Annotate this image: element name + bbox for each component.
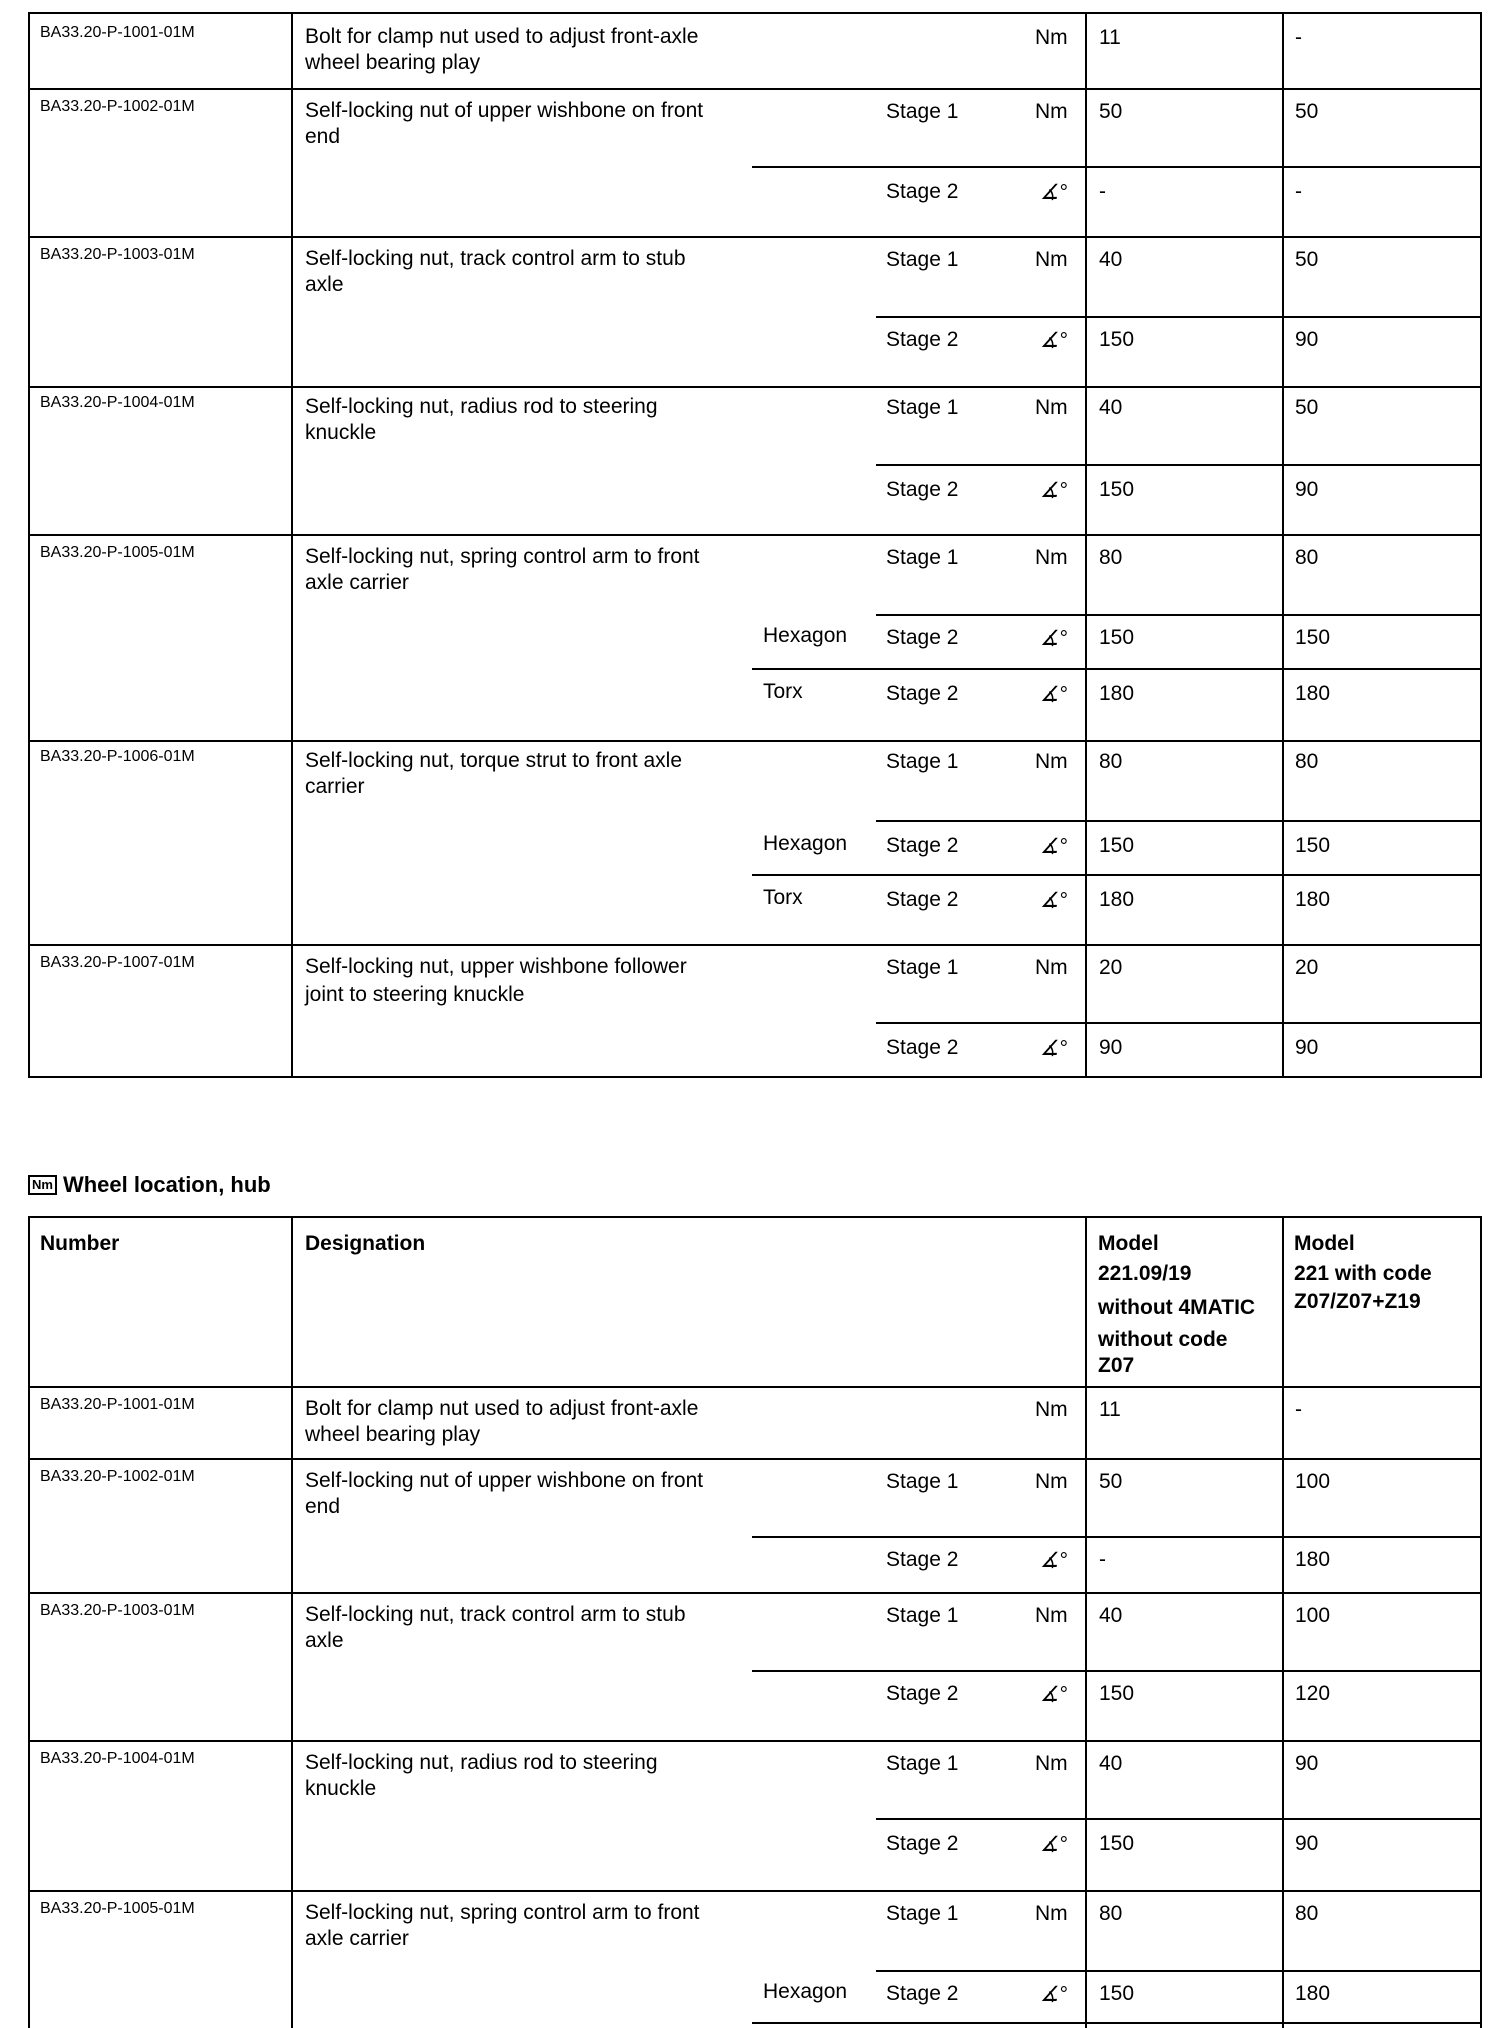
part-number: BA33.20-P-1002-01M	[40, 98, 195, 115]
stage-label: Stage 2	[886, 478, 959, 501]
value-model-2: 80	[1295, 1902, 1319, 1925]
designation-line-1: Self-locking nut, track control arm to stub	[305, 247, 686, 270]
value-model-2: 20	[1295, 956, 1319, 979]
unit-nm: Nm	[1035, 100, 1068, 123]
unit-nm: Nm	[1035, 956, 1068, 979]
value-model-2: 50	[1295, 248, 1319, 271]
angle-icon: ∡°	[1040, 1833, 1068, 1856]
unit-nm: Nm	[1035, 1902, 1068, 1925]
torque-table-2	[28, 1216, 1482, 2028]
part-number: BA33.20-P-1005-01M	[40, 544, 195, 561]
torque-nm-icon: Nm	[28, 1175, 57, 1195]
designation-line-2: knuckle	[305, 421, 377, 444]
variant-label: Hexagon	[763, 1980, 848, 2003]
part-number: BA33.20-P-1001-01M	[40, 1396, 195, 1413]
value-model-2: 80	[1295, 750, 1319, 773]
header-number: Number	[40, 1232, 120, 1255]
value-model-1: 150	[1099, 1982, 1135, 2005]
stage-label: Stage 2	[886, 1682, 959, 1705]
designation-line-1: Self-locking nut, track control arm to stub	[305, 1603, 686, 1626]
part-number: BA33.20-P-1004-01M	[40, 394, 195, 411]
part-number: BA33.20-P-1002-01M	[40, 1468, 195, 1485]
stage-label: Stage 2	[886, 328, 959, 351]
designation-line-2: knuckle	[305, 1777, 377, 1800]
stage-label: Stage 2	[886, 626, 959, 649]
angle-icon: ∡°	[1040, 683, 1068, 706]
unit-nm: Nm	[1035, 750, 1068, 773]
section-heading	[28, 1172, 271, 1198]
header-model-2-line-2: 221 with code	[1294, 1262, 1432, 1285]
stage-label: Stage 1	[886, 1752, 959, 1775]
value-model-2: -	[1295, 1398, 1302, 1421]
designation-line-2: end	[305, 1495, 341, 1518]
unit-nm: Nm	[1035, 1398, 1068, 1421]
value-model-2: 90	[1295, 478, 1319, 501]
value-model-1: 40	[1099, 396, 1123, 419]
value-model-1: 80	[1099, 1902, 1123, 1925]
designation-line-1: Self-locking nut, torque strut to front axle	[305, 749, 683, 772]
part-number: BA33.20-P-1001-01M	[40, 24, 195, 41]
angle-icon: ∡°	[1040, 329, 1068, 352]
part-number: BA33.20-P-1003-01M	[40, 246, 195, 263]
angle-icon: ∡°	[1040, 627, 1068, 650]
value-model-2: 150	[1295, 626, 1331, 649]
stage-label: Stage 1	[886, 750, 959, 773]
designation-line-1: Self-locking nut, radius rod to steering	[305, 1751, 658, 1774]
variant-label: Hexagon	[763, 832, 848, 855]
designation-line-1: Self-locking nut, radius rod to steering	[305, 395, 658, 418]
designation-line-2: joint to steering knuckle	[305, 983, 525, 1006]
value-model-1: 11	[1099, 1398, 1121, 1421]
part-number: BA33.20-P-1006-01M	[40, 748, 195, 765]
part-number: BA33.20-P-1003-01M	[40, 1602, 195, 1619]
angle-icon: ∡°	[1040, 1037, 1068, 1060]
angle-icon: ∡°	[1040, 835, 1068, 858]
value-model-2: 80	[1295, 546, 1319, 569]
value-model-1: 50	[1099, 100, 1123, 123]
designation-line-2: carrier	[305, 775, 365, 798]
stage-label: Stage 1	[886, 956, 959, 979]
value-model-1: 40	[1099, 248, 1123, 271]
stage-label: Stage 2	[886, 682, 959, 705]
unit-nm: Nm	[1035, 248, 1068, 271]
designation-line-1: Self-locking nut of upper wishbone on front	[305, 99, 704, 122]
angle-icon: ∡°	[1040, 1549, 1068, 1572]
value-model-1: -	[1099, 1548, 1106, 1571]
value-model-1: 50	[1099, 1470, 1123, 1493]
value-model-2: 100	[1295, 1604, 1331, 1627]
value-model-2: 120	[1295, 1682, 1331, 1705]
value-model-2: 180	[1295, 682, 1331, 705]
value-model-2: 50	[1295, 396, 1319, 419]
header-designation: Designation	[305, 1232, 426, 1255]
designation-line-1: Self-locking nut, spring control arm to front	[305, 545, 700, 568]
unit-nm: Nm	[1035, 1604, 1068, 1627]
value-model-1: 150	[1099, 626, 1135, 649]
angle-icon: ∡°	[1040, 479, 1068, 502]
designation-line-1: Bolt for clamp nut used to adjust front-axle	[305, 1397, 699, 1420]
value-model-2: 90	[1295, 1832, 1319, 1855]
value-model-1: 40	[1099, 1604, 1123, 1627]
header-model-2-line-1: Model	[1294, 1232, 1355, 1255]
stage-label: Stage 1	[886, 1470, 959, 1493]
value-model-1: 80	[1099, 750, 1123, 773]
designation-line-2: axle carrier	[305, 571, 409, 594]
unit-nm: Nm	[1035, 26, 1068, 49]
designation-line-1: Bolt for clamp nut used to adjust front-axle	[305, 25, 699, 48]
value-model-1: 80	[1099, 546, 1123, 569]
angle-icon: ∡°	[1040, 181, 1068, 204]
stage-label: Stage 2	[886, 1832, 959, 1855]
variant-label: Torx	[763, 680, 803, 703]
part-number: BA33.20-P-1007-01M	[40, 954, 195, 971]
header-model-1-line-5: Z07	[1098, 1354, 1135, 1377]
designation-line-1: Self-locking nut, spring control arm to front	[305, 1901, 700, 1924]
designation-line-2: axle	[305, 1629, 344, 1652]
value-model-1: 150	[1099, 1832, 1135, 1855]
variant-label: Torx	[763, 886, 803, 909]
value-model-1: 90	[1099, 1036, 1123, 1059]
value-model-2: 90	[1295, 1036, 1319, 1059]
stage-label: Stage 2	[886, 1548, 959, 1571]
value-model-1: 180	[1099, 888, 1135, 911]
stage-label: Stage 1	[886, 1604, 959, 1627]
stage-label: Stage 1	[886, 396, 959, 419]
value-model-2: 180	[1295, 1548, 1331, 1571]
stage-label: Stage 2	[886, 834, 959, 857]
angle-icon: ∡°	[1040, 1683, 1068, 1706]
value-model-1: 150	[1099, 1682, 1135, 1705]
stage-label: Stage 1	[886, 100, 959, 123]
stage-label: Stage 2	[886, 1982, 959, 2005]
variant-label: Hexagon	[763, 624, 848, 647]
designation-line-2: axle	[305, 273, 344, 296]
value-model-2: 50	[1295, 100, 1319, 123]
unit-nm: Nm	[1035, 1470, 1068, 1493]
header-model-2-line-3: Z07/Z07+Z19	[1294, 1290, 1421, 1313]
part-number: BA33.20-P-1005-01M	[40, 1900, 195, 1917]
unit-nm: Nm	[1035, 1752, 1068, 1775]
stage-label: Stage 2	[886, 1036, 959, 1059]
value-model-2: 100	[1295, 1470, 1331, 1493]
unit-nm: Nm	[1035, 546, 1068, 569]
value-model-1: 150	[1099, 834, 1135, 857]
part-number: BA33.20-P-1004-01M	[40, 1750, 195, 1767]
value-model-1: -	[1099, 180, 1106, 203]
stage-label: Stage 1	[886, 248, 959, 271]
unit-nm: Nm	[1035, 396, 1068, 419]
designation-line-2: wheel bearing play	[305, 51, 481, 74]
value-model-1: 20	[1099, 956, 1123, 979]
value-model-1: 11	[1099, 26, 1121, 49]
angle-icon: ∡°	[1040, 889, 1068, 912]
header-model-1-line-3: without 4MATIC	[1098, 1296, 1256, 1319]
stage-label: Stage 1	[886, 1902, 959, 1925]
value-model-1: 180	[1099, 682, 1135, 705]
value-model-1: 40	[1099, 1752, 1123, 1775]
section-title-text: Wheel location, hub	[62, 1172, 271, 1197]
stage-label: Stage 2	[886, 180, 959, 203]
value-model-2: -	[1295, 26, 1302, 49]
designation-line-2: end	[305, 125, 341, 148]
stage-label: Stage 2	[886, 888, 959, 911]
value-model-2: 90	[1295, 1752, 1319, 1775]
designation-line-2: wheel bearing play	[305, 1423, 481, 1446]
value-model-2: -	[1295, 180, 1302, 203]
value-model-1: 150	[1099, 478, 1135, 501]
value-model-1: 150	[1099, 328, 1135, 351]
value-model-2: 180	[1295, 1982, 1331, 2005]
value-model-2: 180	[1295, 888, 1331, 911]
header-model-1-line-2: 221.09/19	[1098, 1262, 1192, 1285]
value-model-2: 150	[1295, 834, 1331, 857]
header-model-1-line-4: without code	[1098, 1328, 1228, 1351]
stage-label: Stage 1	[886, 546, 959, 569]
header-model-1-line-1: Model	[1098, 1232, 1159, 1255]
designation-line-2: axle carrier	[305, 1927, 409, 1950]
torque-table-1	[28, 12, 1482, 1078]
designation-line-1: Self-locking nut of upper wishbone on front	[305, 1469, 704, 1492]
designation-line-1: Self-locking nut, upper wishbone follower	[305, 955, 687, 978]
angle-icon: ∡°	[1040, 1983, 1068, 2006]
value-model-2: 90	[1295, 328, 1319, 351]
